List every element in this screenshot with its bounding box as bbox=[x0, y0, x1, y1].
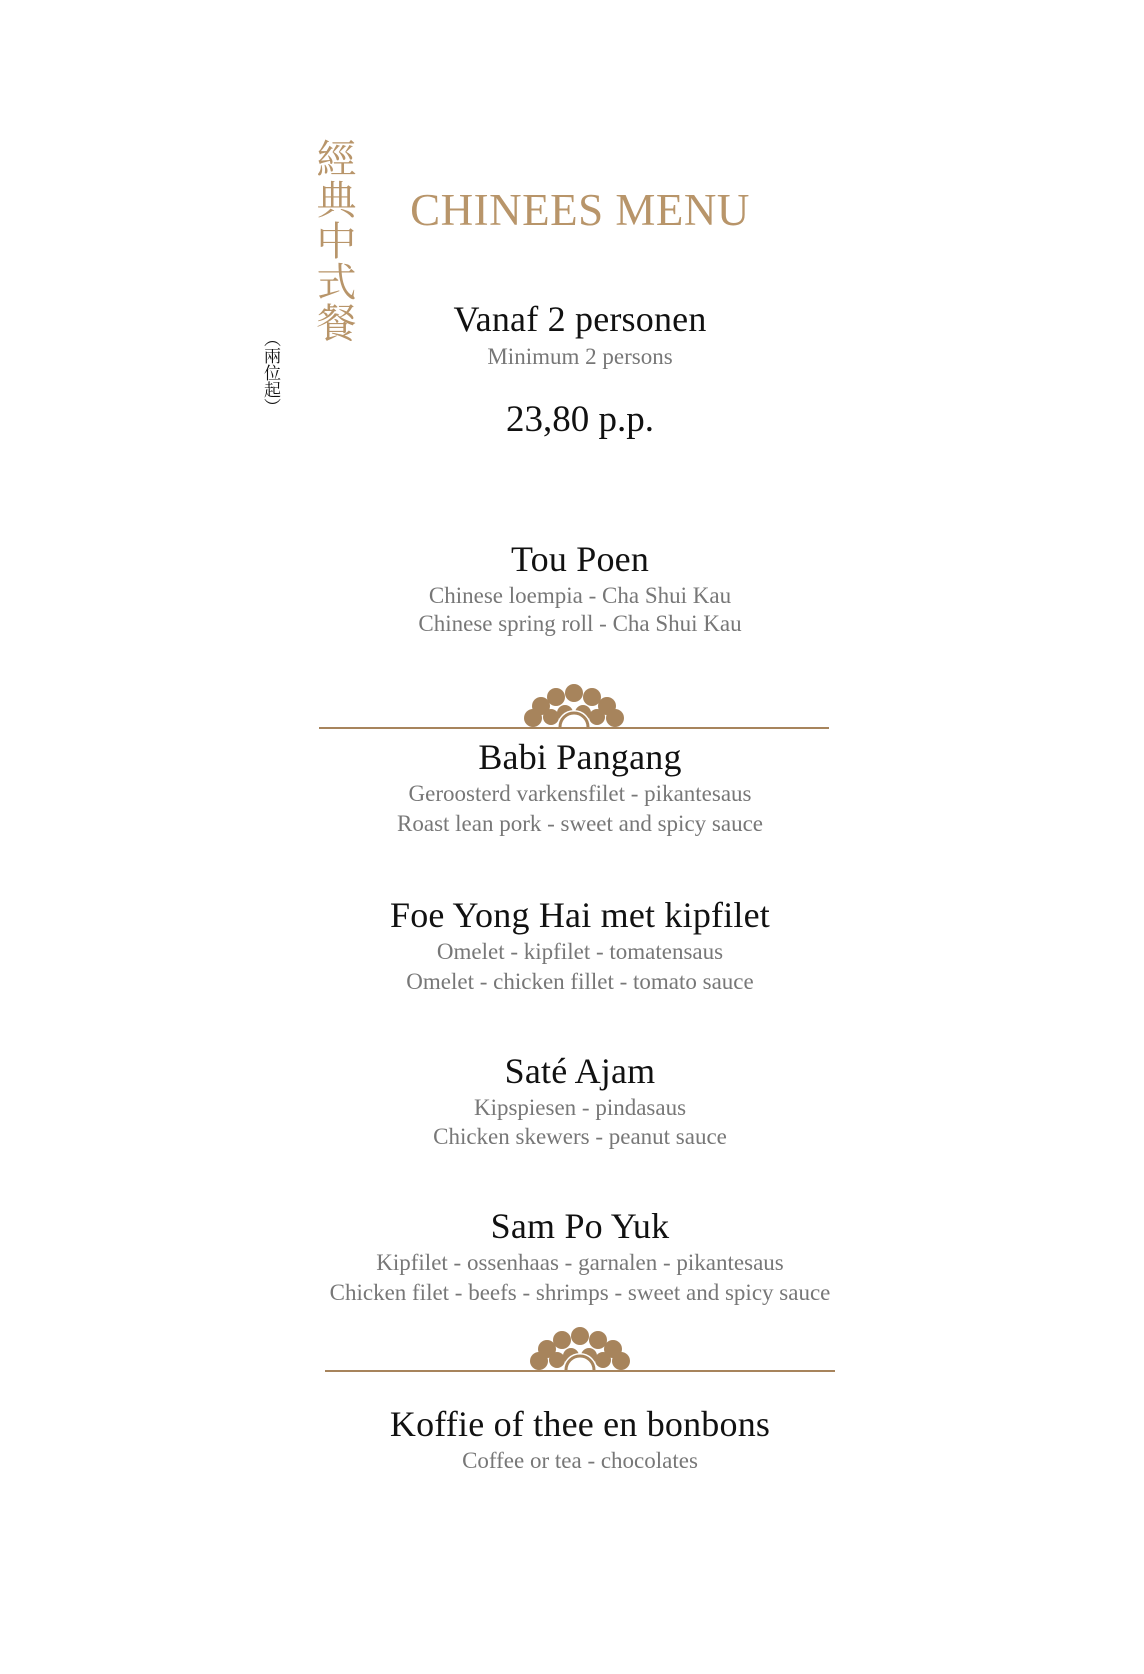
persons-english: Minimum 2 persons bbox=[487, 344, 673, 369]
course-name: Saté Ajam bbox=[504, 1051, 656, 1091]
course-item bbox=[260, 897, 900, 997]
course-description-english: Chicken skewers - peanut sauce bbox=[433, 1123, 727, 1149]
course-item bbox=[260, 1053, 900, 1152]
course-name: Babi Pangang bbox=[478, 737, 682, 777]
course-item bbox=[260, 739, 900, 839]
course-name: Foe Yong Hai met kipfilet bbox=[390, 895, 770, 935]
course-description-dutch: Chinese loempia - Cha Shui Kau bbox=[428, 583, 732, 608]
price: 23,80 p.p. bbox=[506, 399, 654, 440]
course-description-dutch: Geroosterd varkensfilet - pikantesaus bbox=[408, 781, 752, 806]
course-description-dutch: Kipfilet - ossenhaas - garnalen - pikantesaus bbox=[376, 1250, 784, 1275]
course-item bbox=[260, 541, 900, 639]
persons-dutch: Vanaf 2 personen bbox=[453, 299, 707, 339]
course-description-english: Chicken filet - beefs - shrimps - sweet and spicy sauce bbox=[329, 1279, 831, 1305]
chinese-note-vertical: （兩位起） bbox=[260, 330, 280, 415]
persons-heading bbox=[290, 301, 870, 372]
course-item bbox=[260, 1208, 900, 1308]
course-description-english: Roast lean pork - sweet and spicy sauce bbox=[397, 810, 763, 836]
menu-title: CHINEES MENU bbox=[410, 185, 750, 235]
fan-ornament-icon bbox=[325, 1325, 835, 1379]
course-description-english: Omelet - chicken fillet - tomato sauce bbox=[406, 968, 754, 994]
course-description-dutch: Kipspiesen - pindasaus bbox=[473, 1095, 687, 1120]
decorative-divider bbox=[319, 682, 829, 736]
course-item bbox=[260, 1406, 900, 1476]
course-name: Sam Po Yuk bbox=[490, 1206, 670, 1246]
fan-ornament-icon bbox=[319, 682, 829, 736]
chinese-title-vertical: 經典中式餐 bbox=[310, 138, 356, 343]
decorative-divider bbox=[325, 1325, 835, 1379]
course-description-english: Chinese spring roll - Cha Shui Kau bbox=[418, 610, 742, 636]
course-name: Tou Poen bbox=[510, 539, 650, 579]
course-name: Koffie of thee en bonbons bbox=[389, 1404, 771, 1444]
course-description-dutch: Omelet - kipfilet - tomatensaus bbox=[436, 939, 724, 964]
course-description-dutch: Coffee or tea - chocolates bbox=[462, 1448, 698, 1473]
